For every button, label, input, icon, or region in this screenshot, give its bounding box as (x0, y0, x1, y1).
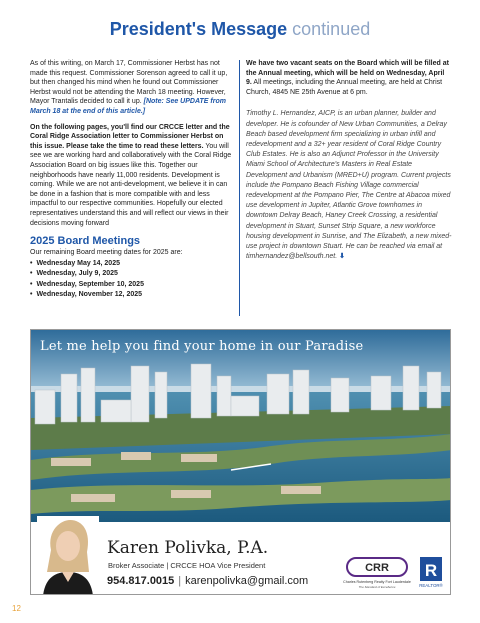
page-title (0, 18, 480, 40)
page-number: 12 (12, 604, 21, 613)
realtor-mark: R (424, 561, 438, 580)
author-bio (246, 109, 452, 262)
right-column (246, 59, 452, 268)
crr-caption: Charles Rutenberg Realty Fort Lauderdale (343, 580, 411, 584)
left-column (30, 59, 232, 301)
meeting-date: • Wednesday, November 12, 2025 (30, 290, 232, 301)
left-para-1-text: As of this writing, on March 17, Commissioner Herbst has not made this request. Commissioner Sorenson agreed to call it up, but then changed his mind when he found out Commissioner Herbst would not be attending the March 18 meeting. However, Mayor Trantalis decided to call it up. (30, 60, 228, 106)
title-strong: President's Message (109, 19, 288, 39)
agent-name: Karen Polivka, P.A. (107, 538, 269, 558)
end-of-article-icon: ⬇ (339, 253, 345, 261)
crr-logo-text: CRR (365, 562, 389, 574)
meeting-date: • Wednesday, September 10, 2025 (30, 280, 232, 291)
agent-email[interactable]: karenpolivka@gmail.com (185, 575, 309, 587)
meetings-intro: Our remaining Board meeting dates for 2025 are: (30, 249, 183, 257)
left-para-2 (30, 123, 232, 229)
agent-contact-line (107, 575, 308, 587)
right-para-1 (246, 59, 452, 97)
update-note: [Note: See UPDATE from March 18 at the end of this article.] (30, 98, 226, 115)
meeting-dates-list (30, 259, 232, 301)
left-para-2-bold: On the following pages, you'll find our CRCCE letter and the Coral Ridge Association letter to Commissioner Herbst on this issue. Please take the time to read these letters. (30, 123, 230, 150)
left-para-2-rest: You will see we are working hard and collaboratively with the Coral Ridge Association Board on big issues like this. Together our neighborhoods have nearly 11,000 residents. Development is coming. While we are not anti-development, we believe it in can be done in a fashion that is more compatible with and less impactful to our respective communities. Hopefully our elected representatives understand this and will reflect our views in their decisions moving forward (30, 142, 232, 227)
realtor-advertisement[interactable] (30, 329, 451, 595)
author-bio-text: Timothy L. Hernandez, AICP, is an urban planner, builder and developer. He is cofounder of New Urban Communities, a Delray Beach based development firm specializing in urban infill and redevelopment and a 32+ year resident of Coral Ridge Country Club Estates. He is also an Adjunct Professor in the University Miami School of Architecture's Masters in Real Estate Development and Urbanism (MRED+U) program. Current projects include the Pompano Beach Fishing Village commercial redevelopment at the Pompano Pier, The Centre at Abacoa mixed use development in Jupiter, Atlantic Grove townhomes in downtown Delray Beach, Haney Creek Crossing, a residential development in Stuart, Sunset Strip Square, a new workforce housing development in Sunrise, and The Elizabeth, a new mixed-use project in downtown Stuart. He can be reached via email at timhernandez@bellsouth.net. (246, 110, 452, 261)
left-para-1 (30, 59, 232, 117)
agent-portrait (37, 516, 99, 595)
waterfront-aerial-photo (31, 330, 451, 522)
right-para-1-bold: We have two vacant seats on the Board which will be filled at the Annual meeting, which will be held on Wednesday, April 9. (246, 60, 449, 87)
contact-separator: | (178, 575, 182, 587)
agent-phone[interactable]: 954.817.0015 (107, 575, 175, 587)
realtor-text: REALTOR® (419, 583, 443, 588)
column-divider (239, 60, 240, 316)
title-continued: continued (292, 19, 371, 39)
realtor-logo (418, 556, 444, 590)
board-meetings-heading: 2025 Board Meetings (30, 235, 141, 248)
ad-headline: Let me help you find your home in our Paradise (40, 339, 364, 354)
agent-title: Broker Associate | CRCCE HOA Vice President (108, 561, 266, 570)
right-para-1-rest: All meetings, including the Annual meeting, are held at Christ Church, 4845 NE 25th Avenue at 6 pm. (246, 79, 443, 96)
crr-brokerage-logo (343, 556, 411, 592)
meeting-date: • Wednesday May 14, 2025 (30, 259, 232, 270)
crr-tagline: The Standard of Excellence (358, 585, 396, 589)
meeting-date: • Wednesday, July 9, 2025 (30, 269, 232, 280)
